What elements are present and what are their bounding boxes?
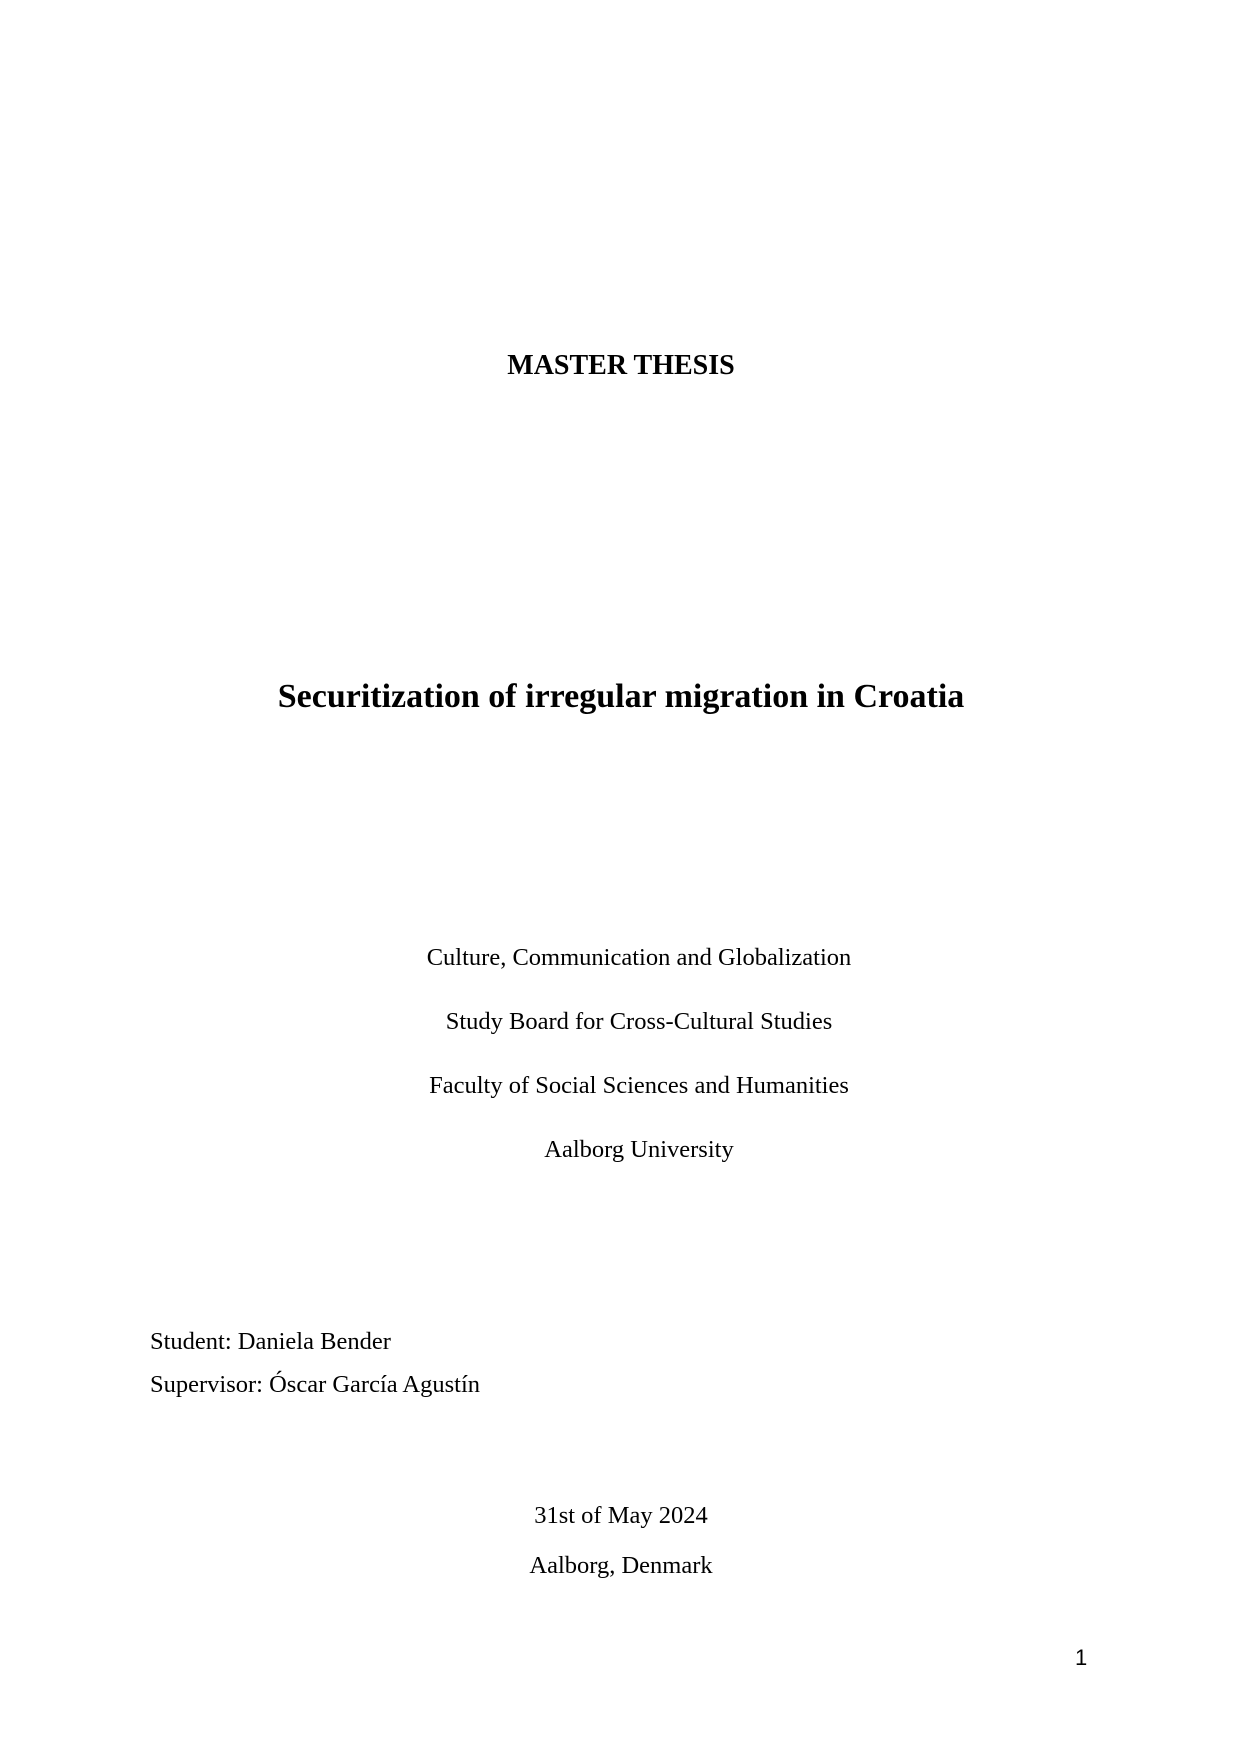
submission-date: 31st of May 2024 <box>534 1502 708 1529</box>
university-name: Aalborg University <box>544 1136 734 1163</box>
program-name: Culture, Communication and Globalization <box>426 944 852 971</box>
document-type-heading: MASTER THESIS <box>507 350 735 381</box>
supervisor-name: Supervisor: Óscar García Agustín <box>150 1371 480 1398</box>
thesis-title: Securitization of irregular migration in Croatia <box>277 678 965 715</box>
student-name: Student: Daniela Bender <box>150 1328 391 1355</box>
page-number: 1 <box>1075 1645 1088 1670</box>
submission-place: Aalborg, Denmark <box>529 1552 713 1579</box>
faculty-name: Faculty of Social Sciences and Humanities <box>429 1072 849 1099</box>
study-board: Study Board for Cross-Cultural Studies <box>445 1008 833 1035</box>
